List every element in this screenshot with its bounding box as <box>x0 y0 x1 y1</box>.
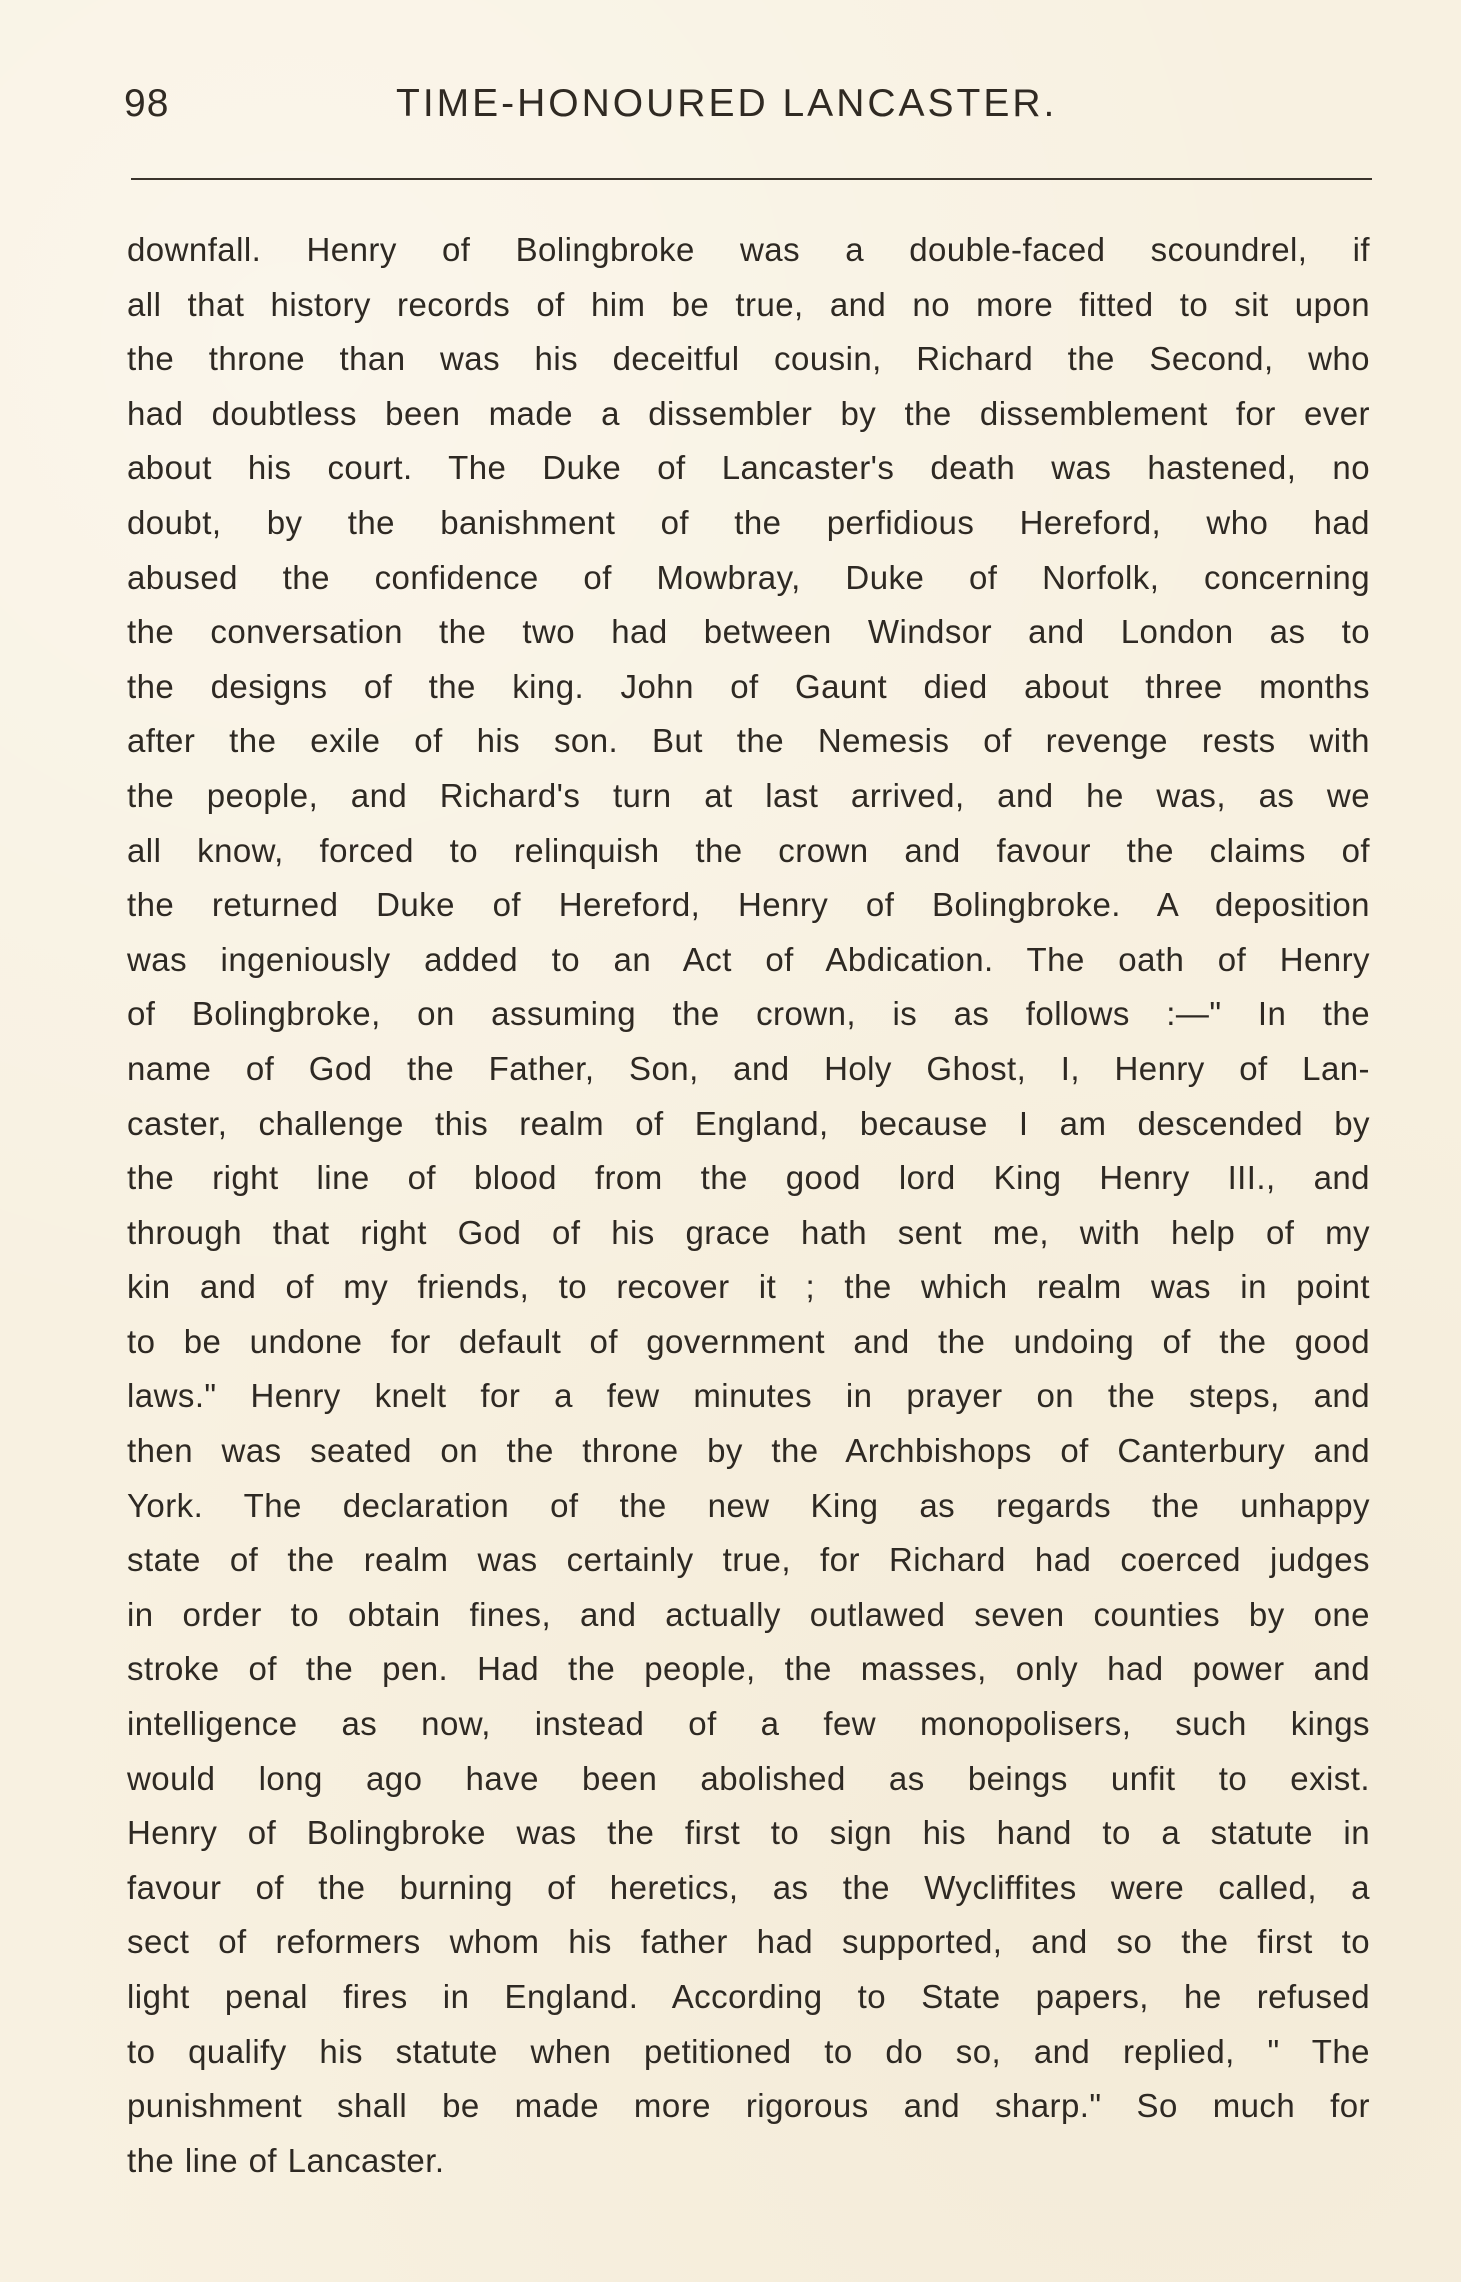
text-line: the returned Duke of Hereford, Henry of Bolingbroke. A deposition <box>127 886 1370 924</box>
text-line: after the exile of his son. But the Nemesis of revenge rests with <box>127 722 1370 760</box>
text-line: punishment shall be made more rigorous and sharp." So much for <box>127 2087 1370 2125</box>
header-rule <box>131 178 1372 180</box>
text-line: Henry of Bolingbroke was the first to sign his hand to a statute in <box>127 1814 1370 1852</box>
text-line: would long ago have been abolished as beings unfit to exist. <box>127 1759 1370 1797</box>
text-line: had doubtless been made a dissembler by the dissemblement for ever <box>127 394 1370 432</box>
text-line: in order to obtain fines, and actually outlawed seven counties by one <box>127 1595 1370 1633</box>
text-line: name of God the Father, Son, and Holy Ghost, I, Henry of Lan- <box>127 1049 1370 1087</box>
text-line: about his court. The Duke of Lancaster's death was hastened, no <box>127 449 1370 487</box>
body-text <box>127 223 1370 2188</box>
text-line: the people, and Richard's turn at last arrived, and he was, as we <box>127 776 1370 814</box>
text-line: doubt, by the banishment of the perfidious Hereford, who had <box>127 503 1370 541</box>
text-line: the throne than was his deceitful cousin, Richard the Second, who <box>127 340 1370 378</box>
text-line: stroke of the pen. Had the people, the masses, only had power and <box>127 1650 1370 1688</box>
text-line: state of the realm was certainly true, for Richard had coerced judges <box>127 1541 1370 1579</box>
text-line: intelligence as now, instead of a few monopolisers, such kings <box>127 1705 1370 1743</box>
text-line: then was seated on the throne by the Archbishops of Canterbury and <box>127 1432 1370 1470</box>
text-line: all know, forced to relinquish the crown and favour the claims of <box>127 831 1370 869</box>
text-line: the designs of the king. John of Gaunt died about three months <box>127 667 1370 705</box>
running-title: TIME-HONOURED LANCASTER. <box>396 82 1058 125</box>
text-line: to qualify his statute when petitioned to do so, and replied, " The <box>127 2032 1370 2070</box>
text-line: the conversation the two had between Windsor and London as to <box>127 613 1370 651</box>
text-line: downfall. Henry of Bolingbroke was a double-faced scoundrel, if <box>127 231 1370 268</box>
text-line: abused the confidence of Mowbray, Duke of Norfolk, concerning <box>127 558 1370 596</box>
text-line: laws." Henry knelt for a few minutes in prayer on the steps, and <box>127 1377 1370 1415</box>
text-line: kin and of my friends, to recover it ; the which realm was in point <box>127 1268 1370 1306</box>
text-line: the right line of blood from the good lord King Henry III., and <box>127 1159 1370 1197</box>
text-line: to be undone for default of government and the undoing of the good <box>127 1322 1370 1360</box>
text-line: through that right God of his grace hath sent me, with help of my <box>127 1213 1370 1251</box>
text-line-last: the line of Lancaster. <box>127 2141 445 2179</box>
text-line: all that history records of him be true, and no more fitted to sit upon <box>127 285 1370 323</box>
text-line: light penal fires in England. According to State papers, he refused <box>127 1978 1370 2015</box>
text-line: favour of the burning of heretics, as the Wycliffites were called, a <box>127 1868 1370 1906</box>
text-line: sect of reformers whom his father had supported, and so the first to <box>127 1923 1370 1961</box>
running-head <box>124 74 1364 134</box>
text-line: of Bolingbroke, on assuming the crown, is as follows :—" In the <box>127 995 1370 1033</box>
page-number: 98 <box>124 82 170 125</box>
text-line: York. The declaration of the new King as regards the unhappy <box>127 1486 1370 1524</box>
text-line: caster, challenge this realm of England, because I am descended by <box>127 1104 1370 1142</box>
text-line: was ingeniously added to an Act of Abdication. The oath of Henry <box>127 940 1370 978</box>
